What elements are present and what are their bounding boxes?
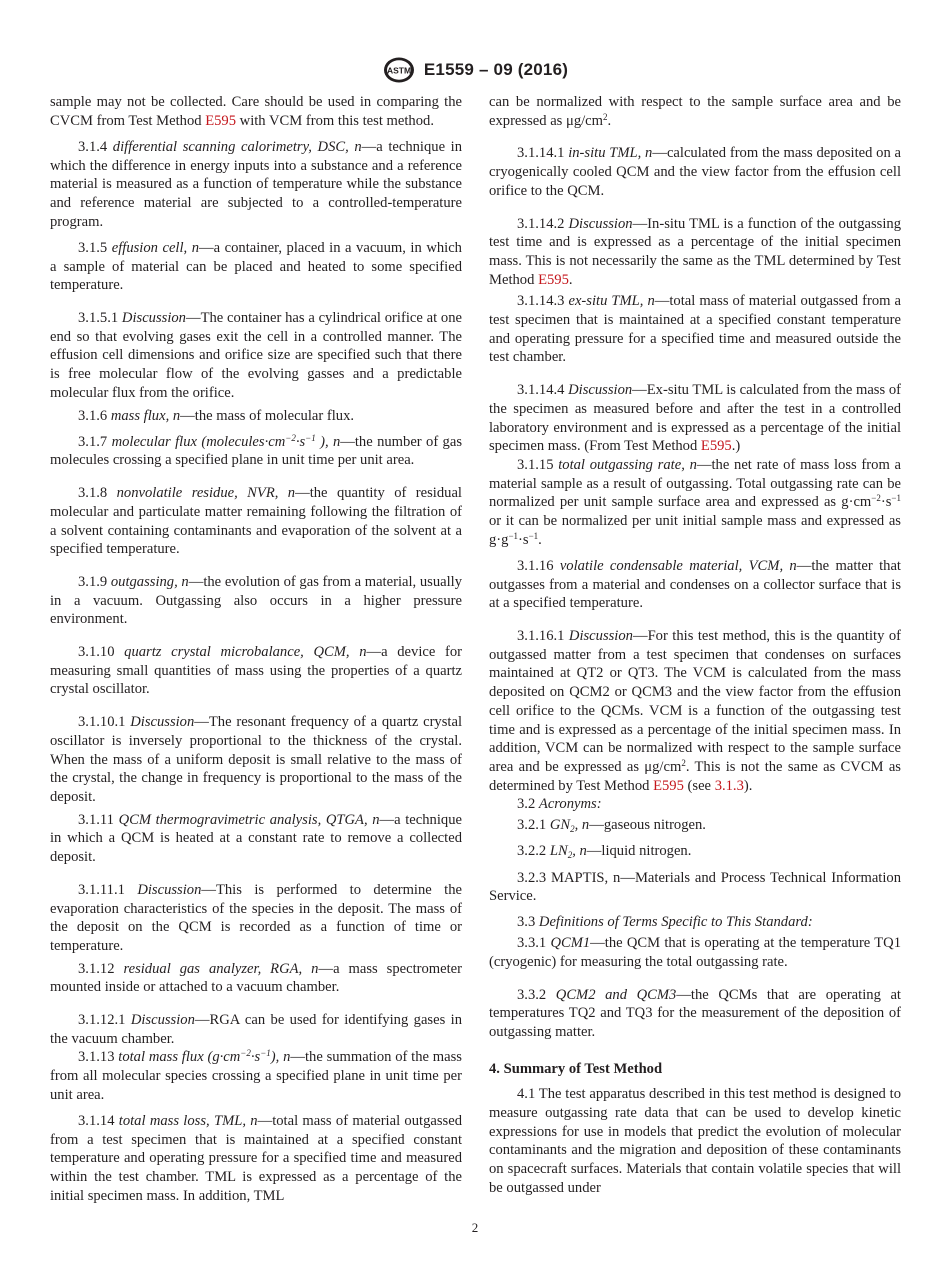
discussion-3-1-11-1: 3.1.11.1 Discussion—This is performed to determine the evaporation characteristics of the species in the deposit. The mass of the deposit on the QCM is recorded as a function of time or temperature. <box>50 881 462 954</box>
definition-3-1-6: 3.1.6 mass flux, n—the mass of molecular flux. <box>78 407 355 424</box>
discussion-3-1-5-1: 3.1.5.1 Discussion—The container has a cylindrical orifice at one end so that evolving gases exit the cell in a controlled manner. The effusion cell dimensions and orifice size are specified such that there is free molecular flow of the evolving gasses and a predictable molecular flux from the orifice. <box>50 310 462 401</box>
definition-3-1-14: 3.1.14 total mass loss, TML, n—total mass of material outgassed from a test specimen that is maintained at a specified constant temperature and operating pressure for a specified time and measured within the test chamber. TML is expressed as a percentage of the initial specimen mass. In addition, TML <box>50 1113 462 1204</box>
definition-3-1-14-1: 3.1.14.1 in-situ TML, n—calculated from the mass deposited on a cryogenically cooled QCM and the view factor from the effusion cell orifice to the QCM. <box>489 145 901 199</box>
definition-3-1-8: 3.1.8 nonvolatile residue, NVR, n—the quantity of residual molecular and particulate matter remaining following the filtration of a solvent containing contaminants and evaporation of the solvent at a specified temperature. <box>50 485 462 558</box>
link-e595[interactable]: E595 <box>538 271 569 288</box>
standard-designation: E1559 – 09 (2016) <box>423 60 569 79</box>
page-header <box>0 55 950 85</box>
link-e595[interactable]: E595 <box>700 438 732 455</box>
definition-3-1-7: 3.1.7 molecular flux ($molecules\cdot cm^{-2}\cdot s^{-1}$ ), n—the number of gas molecules crossing a specified plane in unit time per unit area. <box>50 432 463 469</box>
discussion-3-1-10-1: 3.1.10.1 Discussion—The resonant frequency of a quartz crystal oscillator is inversely proportional to the thickness of the crystal. When the mass of a uniform deposit is small relative to the mass of the crystal, the change in frequency is proportional to the mass of the deposit. <box>50 714 462 805</box>
acronym-3-2-1: 3.2.1 $GN_2$, n—gaseous nitrogen. <box>517 817 706 835</box>
paragraph-continued: sample may not be collected. Care should be used in comparing the CVCM from Test Method E595 with VCM from this test method. <box>50 94 462 129</box>
left-column <box>50 93 462 1213</box>
definition-3-3-1: 3.3.1 QCM1—the QCM that is operating at the temperature TQ1 (cryogenic) for measuring the total outgassing rate. <box>489 935 901 970</box>
definition-3-1-10: 3.1.10 quartz crystal microbalance, QCM, n—a device for measuring small quantities of mass using the properties of a quartz crystal oscillator. <box>50 644 462 698</box>
acronym-3-2-3: 3.2.3 MAPTIS, n—Materials and Process Technical Information Service. <box>489 869 901 905</box>
section-heading-4: 4. Summary of Test Method <box>489 1060 663 1077</box>
discussion-3-1-16-1: 3.1.16.1 Discussion—For this test method, this is the quantity of outgassed matter from a test specimen that condenses on surfaces maintained at QT2 or QT3. The VCM is calculated from the mass deposited on QCM2 or QCM3 and the view factor from the effusion cell orifice to the QCMs. VCM is a function of the outgassing test time and is expressed as a percentage of the initial specimen mass. In addition, VCM can be normalized with respect to the sample surface area and be expressed as $\mu g/cm^2$. This is not the same as CVCM as determined by Test Method E595 (see 3.1.3). <box>489 628 901 794</box>
subsection-3-3: 3.3 Definitions of Terms Specific to This Standard: <box>517 914 813 931</box>
subsection-3-2: 3.2 Acronyms: <box>517 796 602 813</box>
discussion-3-1-14-2: 3.1.14.2 Discussion—In-situ TML is a function of the outgassing test time and is expressed as a percentage of the initial specimen mass. This is not necessarily the same as the TML determined by Test Method E595. <box>489 215 901 288</box>
discussion-3-1-14-4: 3.1.14.4 Discussion—Ex-situ TML is calculated from the mass of the specimen as measured before and after the test in a controlled laboratory environment and is expressed as a percentage of the initial specimen mass. (From Test Method E595.) <box>489 382 901 455</box>
definition-3-3-2: 3.3.2 QCM2 and QCM3—the QCMs that are operating at temperatures TQ2 and TQ3 for the measurement of the deposition of outgassing matter. <box>489 986 901 1040</box>
definition-3-1-16: 3.1.16 volatile condensable material, VCM, n—the matter that outgasses from a material and condenses on a collector surface that is at a specified temperature. <box>489 557 901 612</box>
definition-3-1-4: 3.1.4 differential scanning calorimetry, DSC, n—a technique in which the difference in energy inputs into a substance and a reference material is measured as a function of temperature while the substance and reference material are subjected to a controlled-temperature program. <box>50 138 463 230</box>
svg-text:ASTM: ASTM <box>386 65 411 76</box>
paragraph-continued-right: can be normalized with respect to the sample surface area and be expressed as $\mu g/cm^2$. <box>489 94 901 129</box>
astm-logo-icon <box>382 56 416 84</box>
paragraph-4-1: 4.1 The test apparatus described in this test method is designed to measure outgassing rate data that can be used to develop kinetic expressions for use in models that predict the evolution of molecular contaminants and the migration and deposition of these contaminants on spacecraft surfaces. Materials that contain volatile species that will be outgassed under <box>489 1086 901 1196</box>
definition-3-1-15: 3.1.15 total outgassing rate, n—the net rate of mass loss from a material sample as a result of outgassing. Total outgassing rate can be normalized per unit sample surface area and expressed as $g\cdot cm^{-2}\cdot s^{-1}$ or it can be normalized per unit initial sample mass and expressed as $g\cdot g^{-1}\cdot s^{-1}$. <box>489 456 902 548</box>
definition-3-1-5: 3.1.5 effusion cell, n—a container, placed in a vacuum, in which a sample of material can be placed and heated to some specified temperature. <box>50 239 462 294</box>
definition-3-1-9: 3.1.9 outgassing, n—the evolution of gas from a material, usually in a vacuum. Outgassing also occurs in a higher pressure environment. <box>50 573 463 628</box>
link-section-3-1-3[interactable]: 3.1.3 <box>714 777 744 794</box>
right-column <box>489 93 901 1205</box>
link-e595[interactable]: E595 <box>653 777 684 794</box>
definition-3-1-11: 3.1.11 QCM thermogravimetric analysis, QTGA, n—a technique in which a QCM is heated at a constant rate to remove a collected deposit. <box>50 811 462 866</box>
page-number: 2 <box>471 1220 479 1235</box>
definition-3-1-14-3: 3.1.14.3 ex-situ TML, n—total mass of material outgassed from a test specimen that is maintained at a specified constant temperature and operating pressure for a specified time and measured outside the test chamber. <box>489 293 901 366</box>
link-e595[interactable]: E595 <box>205 112 236 129</box>
definition-3-1-13: 3.1.13 total mass flux $(g\cdot cm^{-2}\cdot s^{-1})$, n—the summation of the mass from all molecular species crossing a specified plane in unit time per unit area. <box>50 1048 462 1103</box>
acronym-3-2-2: 3.2.2 $LN_2$, n—liquid nitrogen. <box>517 843 692 861</box>
definition-3-1-12: 3.1.12 residual gas analyzer, RGA, n—a mass spectrometer mounted inside or attached to a vacuum chamber. <box>50 960 463 996</box>
discussion-3-1-12-1: 3.1.12.1 Discussion—RGA can be used for identifying gases in the vacuum chamber. <box>50 1012 462 1047</box>
